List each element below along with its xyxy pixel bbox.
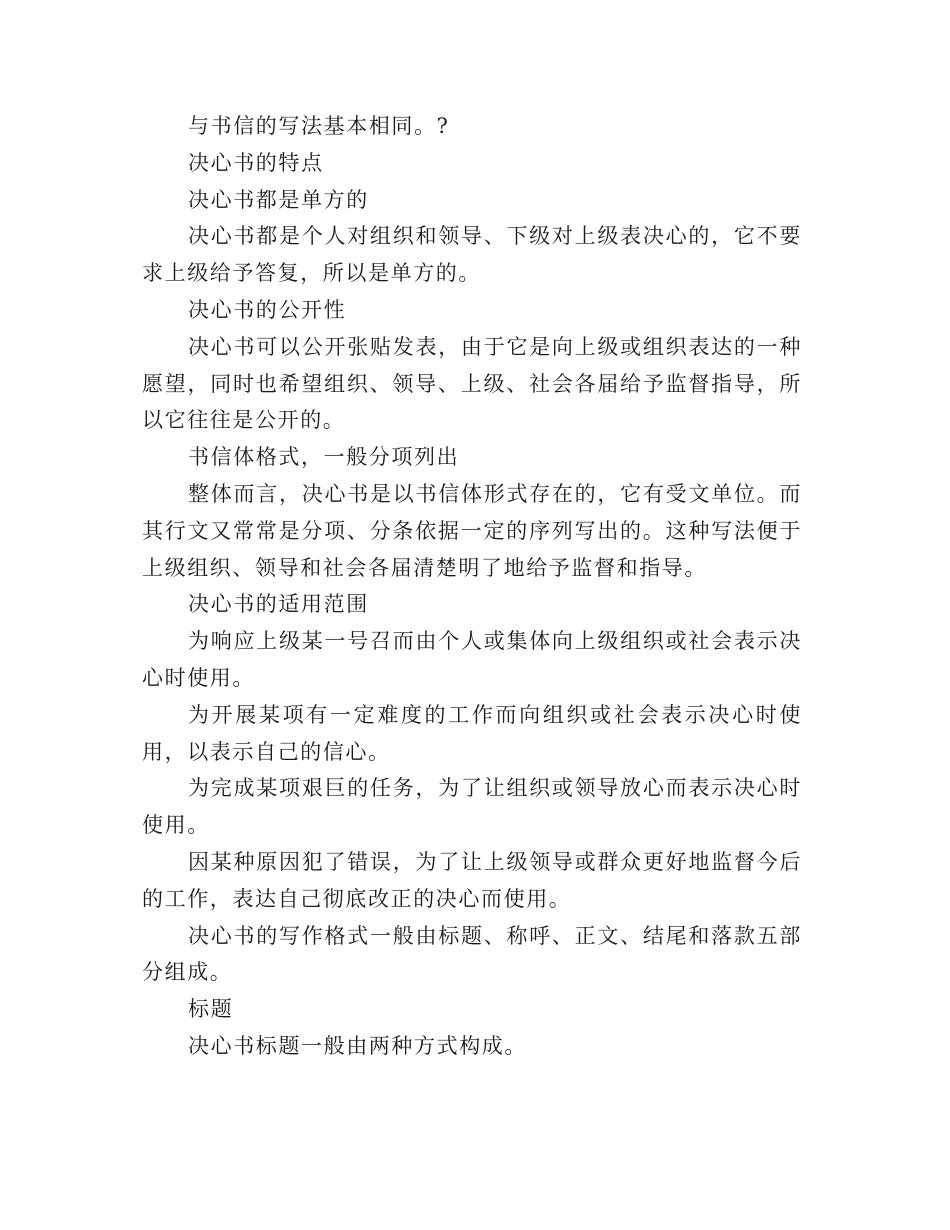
paragraph-scope-1: 为响应上级某一号召而由个人或集体向上级组织或社会表示决心时使用。 [142,629,802,690]
subheading-unilateral: 决心书都是单方的 [188,187,369,212]
paragraph-title: 决心书标题一般由两种方式构成。 [188,1033,527,1058]
paragraph-public: 决心书可以公开张贴发表，由于它是向上级或组织表达的一种愿望，同时也希望组织、领导、上级、社会各届给予监督指导，所以它往往是公开的。 [142,334,802,433]
paragraph-scope-3: 为完成某项艰巨的任务，为了让组织或领导放心而表示决心时使用。 [142,776,802,838]
subheading-letter-format: 书信体格式，一般分项列出 [188,445,460,470]
subheading-title: 标题 [188,997,234,1022]
paragraph-unilateral: 决心书都是个人对组织和领导、下级对上级表决心的，它不要求上级给予答复，所以是单方的。 [142,224,802,286]
paragraph-format-overview: 决心书的写作格式一般由标题、称呼、正文、结尾和落款五部分组成。 [142,923,802,985]
paragraph-scope-2: 为开展某项有一定难度的工作而向组织或社会表示决心时使用，以表示自己的信心。 [142,702,802,764]
document-page [142,108,802,1065]
section-heading-features: 决心书的特点 [188,150,324,175]
subheading-public: 决心书的公开性 [188,297,347,322]
section-heading-scope: 决心书的适用范围 [188,592,369,617]
paragraph-1: 与书信的写法基本相同。? [188,114,450,138]
paragraph-letter-format: 整体而言，决心书是以书信体形式存在的，它有受文单位。而其行文又常常是分项、分条依据一定的序列写出的。这种写法便于上级组织、领导和社会各届清楚明了地给予监督和指导。 [142,481,802,580]
paragraph-scope-4: 因某种原因犯了错误，为了让上级领导或群众更好地监督今后的工作，表达自己彻底改正的决心而使用。 [142,849,802,911]
